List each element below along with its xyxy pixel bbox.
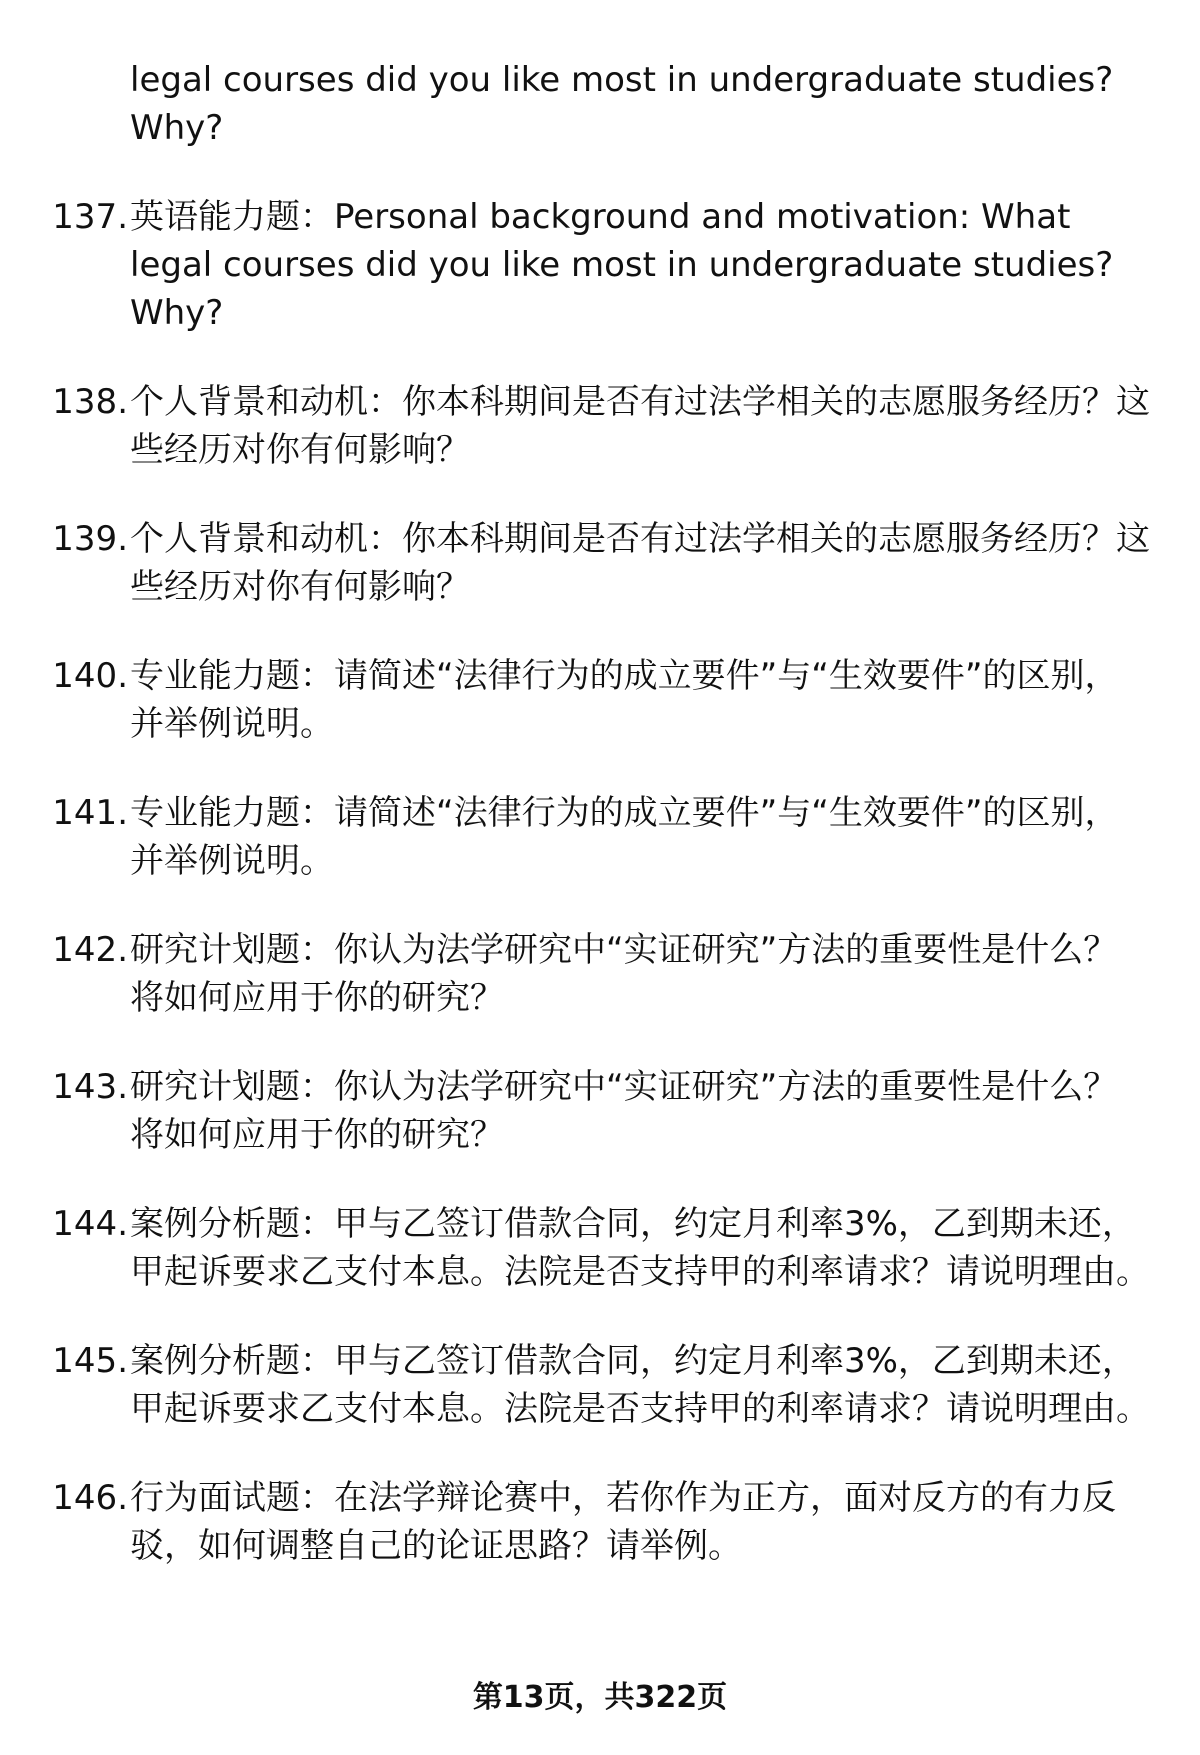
question-item [0,1063,1200,1159]
question-number: 142. [52,930,128,970]
question-text: 专业能力题：请简述“法律行为的成立要件”与“生效要件”的区别，并举例说明。 [130,793,1119,881]
question-text: 个人背景和动机：你本科期间是否有过法学相关的志愿服务经历？这些经历对你有何影响？ [130,382,1150,470]
question-item [0,378,1200,474]
question-number: 138. [52,382,128,422]
question-text: 专业能力题：请简述“法律行为的成立要件”与“生效要件”的区别，并举例说明。 [130,656,1119,744]
question-number: 140. [52,656,128,696]
question-number: 137. [52,197,128,237]
question-list [0,56,1200,1611]
question-text: 英语能力题：Personal background and motivation: What legal courses did you like most in undergraduate studies? Why? [130,197,1114,333]
question-item [0,789,1200,885]
question-number: 141. [52,793,128,833]
question-item [0,652,1200,748]
question-item [0,1474,1200,1570]
question-item [0,193,1200,337]
question-continuation [0,56,1200,152]
question-number: 143. [52,1067,128,1107]
question-number: 144. [52,1204,128,1244]
question-item [0,1200,1200,1296]
question-text: 研究计划题：你认为法学研究中“实证研究”方法的重要性是什么？将如何应用于你的研究？ [130,1067,1118,1155]
question-number: 146. [52,1478,128,1518]
page-footer: 第13页，共322页 [472,1680,728,1715]
question-text: 行为面试题：在法学辩论赛中，若你作为正方，面对反方的有力反驳，如何调整自己的论证思路？请举例。 [130,1478,1116,1566]
question-text: legal courses did you like most in undergraduate studies? Why? [130,60,1114,148]
question-text: 案例分析题：甲与乙签订借款合同，约定月利率3%，乙到期未还，甲起诉要求乙支付本息。法院是否支持甲的利率请求？请说明理由。 [130,1204,1150,1292]
question-text: 案例分析题：甲与乙签订借款合同，约定月利率3%，乙到期未还，甲起诉要求乙支付本息。法院是否支持甲的利率请求？请说明理由。 [130,1341,1150,1429]
question-text: 个人背景和动机：你本科期间是否有过法学相关的志愿服务经历？这些经历对你有何影响？ [130,519,1150,607]
question-item [0,926,1200,1022]
question-number: 145. [52,1341,128,1381]
question-text: 研究计划题：你认为法学研究中“实证研究”方法的重要性是什么？将如何应用于你的研究？ [130,930,1118,1018]
question-item [0,1337,1200,1433]
question-item [0,515,1200,611]
question-number: 139. [52,519,128,559]
